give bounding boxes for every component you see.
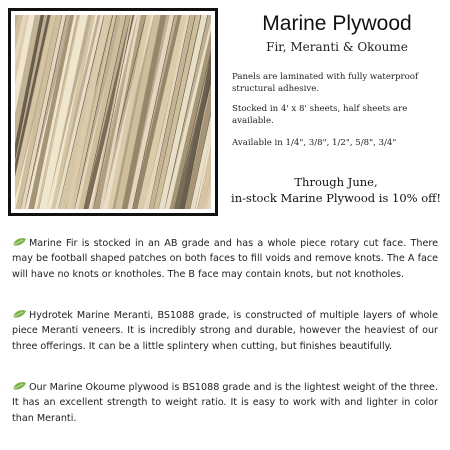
leaf-icon [12,237,27,247]
info-panels: Panels are laminated with fully waterproof structural adhesive. [232,72,419,94]
description-text: Our Marine Okoume plywood is BS1088 grade and is the lightest weight of the three. It has an excellent strength to weight ratio. It is easy to work with and lighter in color than Meranti. [12,382,438,424]
description-okoume [12,380,438,426]
info-sheets: Stocked in 4' x 8' sheets, half sheets are available. [232,104,408,126]
plywood-photo-frame [8,8,218,216]
promo-line-2: in-stock Marine Plywood is 10% off! [231,191,441,205]
page-subtitle: Fir, Meranti & Okoume [266,40,408,54]
plywood-stack-image [15,15,211,209]
promo-banner [222,174,450,206]
promo-line-1: Through June, [294,175,378,189]
leaf-icon [12,381,27,391]
description-meranti [12,308,438,354]
description-marine-fir [12,236,438,282]
description-text: Hydrotek Marine Meranti, BS1088 grade, is constructed of multiple layers of whole piece Meranti veneers. It is incredibly strong and durable, however the heaviest of our three offerings. It can be a little splintery when cutting, but finishes beautifully. [12,310,438,352]
info-sizes: Available in 1/4", 3/8", 1/2", 5/8", 3/4" [232,138,397,148]
description-text: Marine Fir is stocked in an AB grade and has a whole piece rotary cut face. There may be football shaped patches on both faces to fill voids and remove knots. The A face will have no knots or knotholes. The B face may contain knots, but not knotholes. [12,238,438,280]
leaf-icon [12,309,27,319]
page-title: Marine Plywood [262,12,412,35]
